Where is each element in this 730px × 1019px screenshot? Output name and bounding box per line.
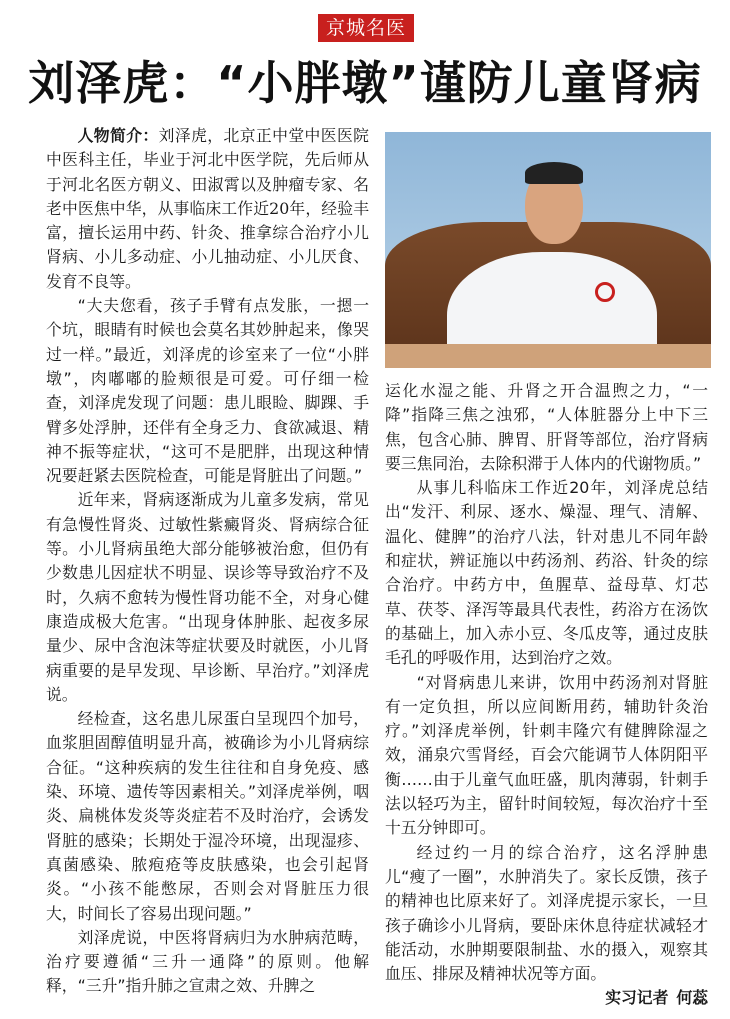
intro-label: 人物简介： xyxy=(77,126,159,145)
byline-name: 何蕊 xyxy=(676,988,708,1008)
paragraph: “大夫您看，孩子手臂有点发胀，一摁一个坑，眼睛有时候也会莫名其妙肿起来，像哭过一样。”最近，刘泽虎的诊室来了一位“小胖墩”，肉嘟嘟的脸颊很是可爱。可仔细一检查，刘泽虎发现了问题：患儿眼睑、脚踝、手臂多处浮肿，还伴有全身乏力、食欲减退、精神不振等症状，“这可不是肥胖，出现这种情况要赶紧去医院检查，可能是肾脏出了问题。” xyxy=(46,296,369,486)
paragraph: 从事儿科临床工作近20年，刘泽虎总结出“发汗、利尿、逐水、燥湿、理气、清解、温化、健脾”的治疗八法，针对患儿不同年龄和症状，辨证施以中药汤剂、药浴、针灸的综合治疗。中药方中，鱼腥草、益母草、灯芯草、茯苓、泽泻等最具代表性，药浴方在汤饮的基础上，加入赤小豆、冬瓜皮等，通过皮肤毛孔的呼吸作用，达到治疗之效。 xyxy=(385,478,708,668)
byline-role: 实习记者 xyxy=(605,988,669,1008)
paragraph-continued: 运化水湿之能、升肾之开合温煦之力，“一降”指降三焦之浊邪，“人体脏器分上中下三焦，包含心肺、脾胃、肝肾等部位，治疗肾病要三焦同治，去除积滞于人体内的代谢物质。” xyxy=(385,381,708,473)
left-column xyxy=(46,124,369,999)
paragraph: 刘泽虎说，中医将肾病归为水肿病范畴，治疗要遵循“三升一通降”的原则。他解释，“三升”指升肺之宣肃之效、升脾之 xyxy=(46,927,369,996)
byline xyxy=(385,986,708,1010)
coat-logo-icon xyxy=(595,282,615,302)
paragraph: 经检查，这名患儿尿蛋白呈现四个加号，血浆胆固醇值明显升高，被确诊为小儿肾病综合征。“这种疾病的发生往往和自身免疫、感染、环境、遗传等因素相关。”刘泽虎举例，咽炎、扁桃体发炎等炎症若不及时治疗，会诱发肾脏的感染；长期处于湿冷环境，出现湿疹、真菌感染、脓疱疮等皮肤感染，也会引起肾炎。“小孩不能憋尿，否则会对肾脏压力很大，时间长了容易出现问题。” xyxy=(46,709,369,923)
hair-shape xyxy=(525,162,583,184)
desk-shape xyxy=(385,344,711,368)
right-column xyxy=(385,379,708,1011)
paragraph: “对肾病患儿来讲，饮用中药汤剂对肾脏有一定负担，所以应间断用药，辅助针灸治疗。”刘泽虎举例，针刺丰隆穴有健脾除湿之效，涌泉穴雪肾经，百会穴能调节人体阴阳平衡……由于儿童气血旺盛，肌肉薄弱，针刺手法以轻巧为主，留针时间较短，每次治疗十至十五分钟即可。 xyxy=(385,672,708,838)
profile-intro xyxy=(46,124,369,294)
doctor-portrait-photo xyxy=(385,132,711,368)
paragraph: 经过约一月的综合治疗，这名浮肿患儿“瘦了一圈”，水肿消失了。家长反馈，孩子的精神也比原来好了。刘泽虎提示家长，一旦孩子确诊小儿肾病，要卧床休息待症状减轻才能活动，水肿期要限制盐、水的摄入，观察其血压、排尿及精神状况等方面。 xyxy=(385,842,708,984)
column-tag: 京城名医 xyxy=(318,14,414,42)
article-headline: 刘泽虎：“小胖墩”谨防儿童肾病 xyxy=(28,56,702,110)
paragraph: 近年来，肾病逐渐成为儿童多发病，常见有急慢性肾炎、过敏性紫癜肾炎、肾病综合征等。小儿肾病虽绝大部分能够被治愈，但仍有少数患儿因症状不明显、误诊等导致治疗不及时，久病不愈转为慢性肾功能不全，对身心健康造成极大危害。“出现身体肿胀、起夜多尿量少、尿中含泡沫等症状要及时就医，小儿肾病重要的是早发现、早诊断、早治疗。”刘泽虎说。 xyxy=(46,490,369,704)
intro-text: 刘泽虎，北京正中堂中医医院中医科主任，毕业于河北中医学院，先后师从于河北名医方朝义、田淑霄以及肿瘤专家、名老中医焦中华，从事临床工作近20年，经验丰富，擅长运用中药、针灸、推拿综合治疗小儿肾病、小儿多动症、小儿抽动症、小儿厌食、发育不良等。 xyxy=(46,126,369,291)
